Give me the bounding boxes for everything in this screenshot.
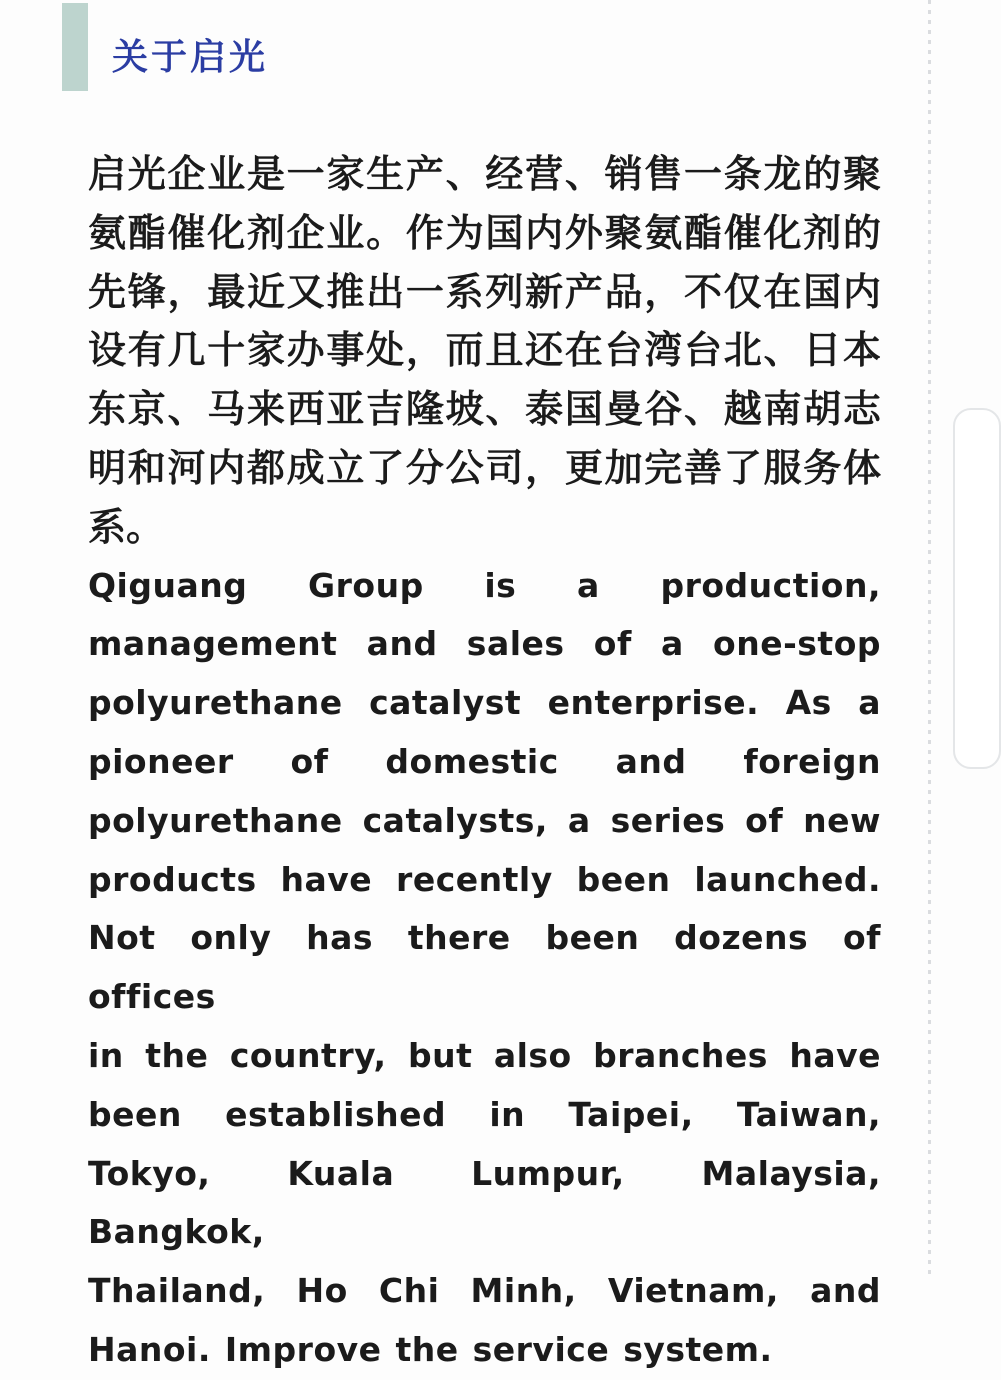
- english-paragraph-line: products have recently been launched.: [88, 859, 881, 899]
- chinese-paragraph-line: 东京、马来西亚吉隆坡、泰国曼谷、越南胡志: [88, 387, 881, 432]
- chinese-paragraph-line: 系。: [88, 504, 165, 549]
- header-accent-bar: [62, 3, 88, 91]
- chinese-paragraph-line: 明和河内都成立了分公司，更加完善了服务体: [88, 445, 881, 490]
- english-paragraph-line: Not only has there been dozens of offices: [88, 918, 881, 1017]
- dashed-divider: [928, 0, 931, 1280]
- english-paragraph-line: Qiguang Group is a production,: [88, 565, 881, 605]
- english-paragraph-line: in the country, but also branches have: [88, 1035, 881, 1075]
- english-paragraph-line: polyurethane catalysts, a series of new: [88, 800, 881, 840]
- chinese-paragraph-line: 先锋，最近又推出一系列新产品，不仅在国内: [88, 269, 881, 314]
- article-body: [88, 145, 881, 1380]
- english-paragraph-line: management and sales of a one-stop: [88, 624, 881, 664]
- english-paragraph-line: polyurethane catalyst enterprise. As a: [88, 683, 881, 723]
- english-paragraph-line: been established in Taipei, Taiwan,: [88, 1094, 881, 1134]
- chinese-paragraph-line: 启光企业是一家生产、经营、销售一条龙的聚: [88, 152, 881, 196]
- chinese-paragraph-line: 氨酯催化剂企业。作为国内外聚氨酯催化剂的: [88, 210, 881, 255]
- english-paragraph-line: Hanoi. Improve the service system.: [88, 1329, 773, 1369]
- page-title: 关于启光: [112, 37, 269, 78]
- english-paragraph-line: Tokyo, Kuala Lumpur, Malaysia, Bangkok,: [88, 1153, 881, 1252]
- english-paragraph-line: pioneer of domestic and foreign: [88, 741, 881, 781]
- english-paragraph-line: Thailand, Ho Chi Minh, Vietnam, and: [88, 1271, 881, 1311]
- chinese-paragraph-line: 设有几十家办事处，而且还在台湾台北、日本: [88, 328, 881, 373]
- floating-side-panel[interactable]: [953, 408, 1001, 769]
